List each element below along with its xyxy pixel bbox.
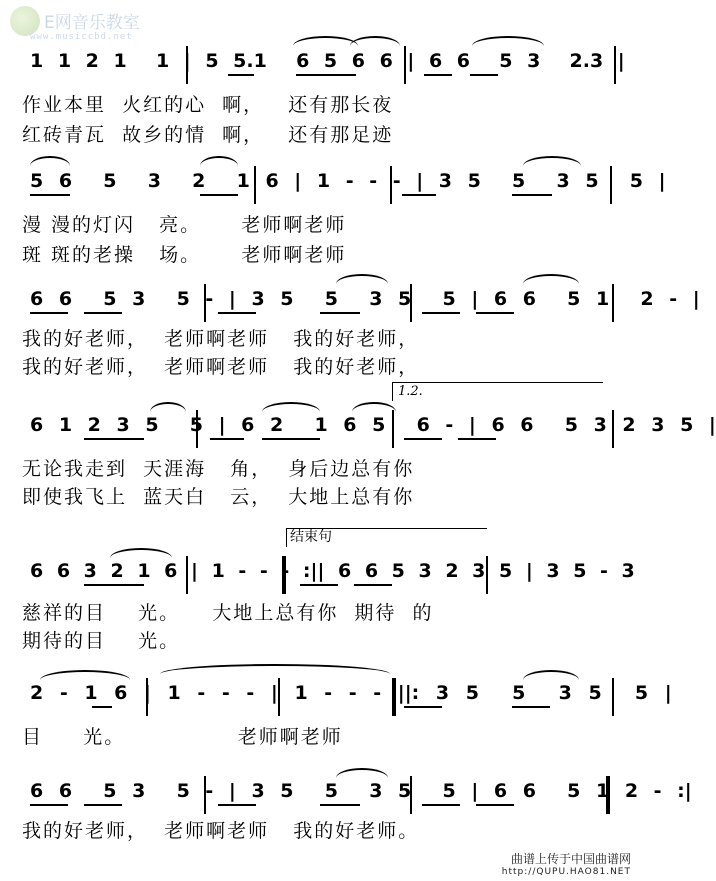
beam [210, 438, 244, 440]
beam [228, 74, 254, 76]
footer-line-1: 曲谱上传于中国曲谱网 [510, 852, 631, 866]
volta-label: 1.2. [398, 384, 423, 399]
watermark-title: E网音乐教室 [44, 13, 140, 33]
slur [336, 274, 388, 284]
beam [300, 584, 338, 586]
beam [84, 438, 144, 440]
ending-label: 结束句 [290, 529, 332, 545]
beam [422, 804, 460, 806]
score-system-4 [0, 380, 716, 508]
slur [30, 156, 70, 166]
slur [150, 402, 186, 412]
beam [30, 194, 70, 196]
numbered-notes: 6 1 2 3 5 5 | 6 2 1 6 5 6 - | 6 6 5 3 2 3 5 | [30, 414, 716, 436]
beam [354, 584, 392, 586]
beam [84, 312, 122, 314]
slur [200, 156, 238, 166]
slur [352, 402, 396, 412]
slur [110, 548, 172, 558]
beam [320, 804, 360, 806]
beam [512, 194, 552, 196]
numbered-notes: 2 - 1 6 | 1 - - - | 1 - - - ||: 3 5 5 3 5 5 | [30, 682, 672, 704]
beam [30, 804, 68, 806]
beam [84, 804, 122, 806]
numbered-notes: 5 6 5 3 2 1 6 | 1 - - - | 3 5 5 3 5 5 | [30, 170, 666, 192]
beam [30, 312, 68, 314]
beam [458, 438, 496, 440]
lyrics-verse-1: 我的好老师， 老师啊老师 我的好老师。 [22, 820, 420, 842]
tie [160, 664, 390, 674]
lyrics-verse-2: 红砖青瓦 故乡的情 啊， 还有那足迹 [22, 124, 394, 146]
slur [523, 156, 581, 166]
footer-credit [502, 850, 631, 877]
lyrics-verse-2: 斑 斑的老操 场。 老师啊老师 [22, 244, 347, 266]
numbered-notes: 6 6 5 3 5 - | 3 5 5 3 5 5 | 6 6 5 1 2 - | [30, 288, 700, 310]
beam [218, 312, 256, 314]
slur [336, 768, 388, 778]
score-system-6 [0, 660, 672, 770]
slur [262, 402, 320, 412]
beam [404, 438, 442, 440]
lyrics-verse-2: 期待的目 光。 [22, 630, 181, 652]
lyrics-verse-1: 我的好老师， 老师啊老师 我的好老师， [22, 328, 420, 350]
lyrics-verse-2: 我的好老师， 老师啊老师 我的好老师， [22, 356, 420, 378]
beam [476, 804, 514, 806]
beam [262, 438, 320, 440]
lyrics-verse-1: 作业本里 火红的心 啊， 还有那长夜 [22, 94, 394, 116]
lyrics-verse-2: 即使我飞上 蓝天白 云， 大地上总有你 [22, 486, 415, 508]
beam [422, 312, 460, 314]
numbered-notes: 1 1 2 1 1 | 5 5.1 6 5 6 6 | 6 6 5 3 2.3 | [30, 50, 625, 72]
footer-url: http://QUPU.HAO81.NET [501, 867, 631, 877]
lyrics-verse-1: 目 光。 老师啊老师 [22, 726, 343, 748]
score-system-5 [0, 520, 637, 652]
beam [424, 74, 452, 76]
beam [92, 706, 112, 708]
slur [350, 36, 400, 46]
volta-bracket [392, 382, 603, 401]
slur [472, 36, 544, 46]
beam [402, 194, 436, 196]
lyrics-verse-1: 无论我走到 天涯海 角， 身后边总有你 [22, 458, 415, 480]
score-system-1 [0, 30, 637, 146]
beam [470, 74, 498, 76]
beam [84, 584, 144, 586]
slur [523, 670, 579, 680]
lyrics-verse-1: 漫 漫的灯闪 亮。 老师啊老师 [22, 214, 347, 236]
beam [200, 194, 238, 196]
lyrics-verse-1: 慈祥的目 光。 大地上总有你 期待 的 [22, 602, 434, 624]
slur [293, 36, 358, 46]
numbered-notes: 6 6 3 2 1 6 | 1 - - - :|| 6 6 5 3 2 3 5 | 3 5 - 3 [30, 560, 635, 582]
beam [320, 312, 360, 314]
beam [512, 706, 550, 708]
watermark-url: www.musiccbd.net [30, 32, 133, 42]
beam [476, 312, 514, 314]
slur [40, 670, 130, 680]
score-system-2 [0, 150, 666, 266]
score-system-3 [0, 268, 700, 378]
beam [404, 706, 442, 708]
slur [523, 274, 579, 284]
beam [296, 74, 356, 76]
numbered-notes: 6 6 5 3 5 - | 3 5 5 3 5 5 | 6 6 5 1 2 - :| [30, 780, 692, 802]
beam [218, 804, 256, 806]
